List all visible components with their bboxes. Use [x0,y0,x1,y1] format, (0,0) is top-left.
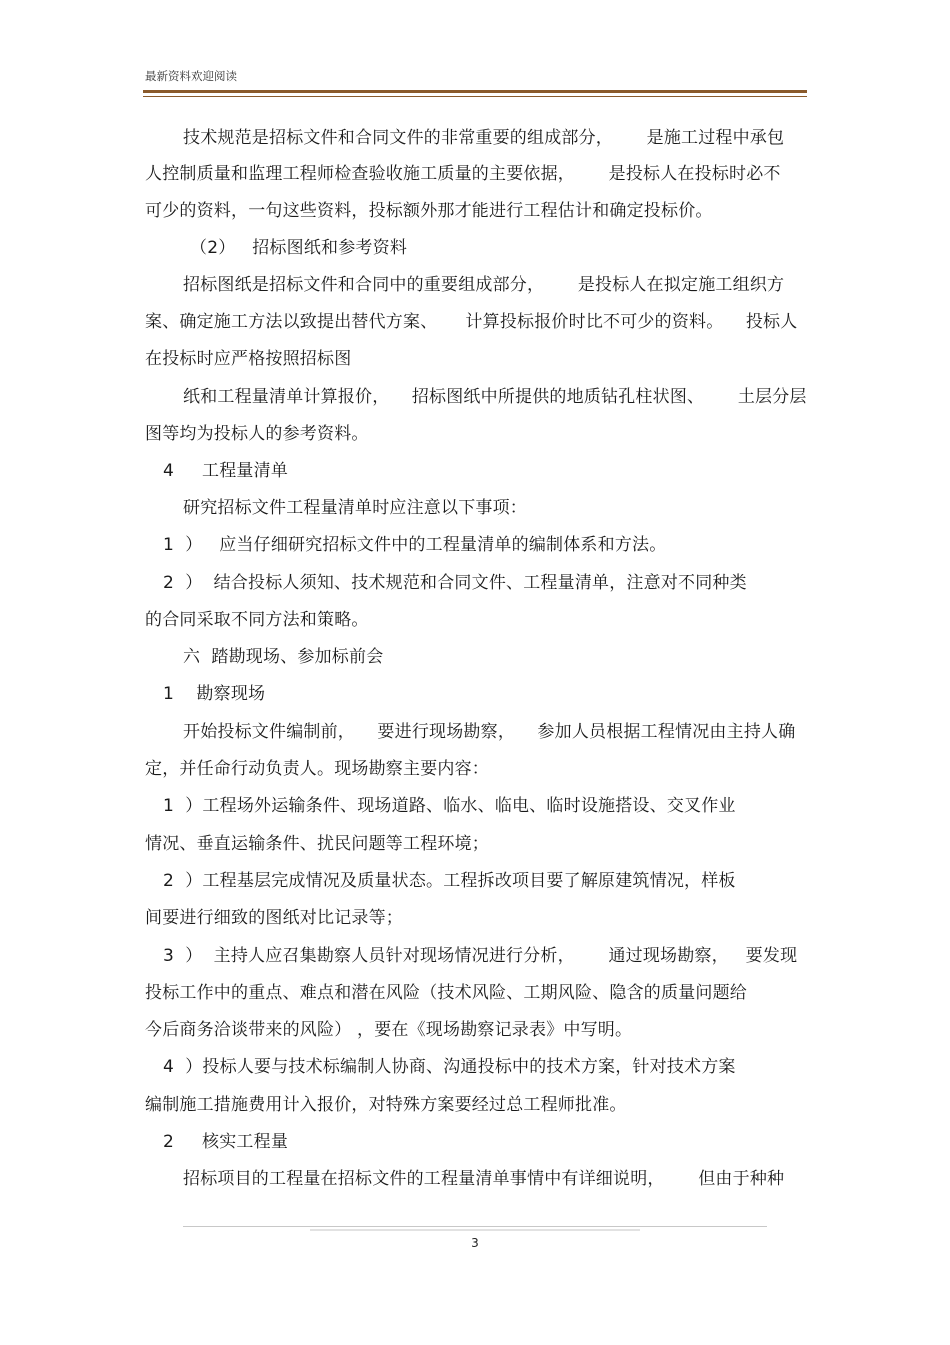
text-line: 可少的资料，一句这些资料，投标额外那才能进行工程估计和确定投标价。 [145,201,713,221]
text-line: 投标工作中的重点、难点和潜在风险（技术风险、工期风险、隐含的质量问题给 [145,983,747,1003]
text-line: 2 核实工程量 [163,1132,289,1152]
text-line: 4 工程量清单 [163,461,289,481]
text-line: 1 ）工程场外运输条件、现场道路、临水、临电、临时设施搭设、交叉作业 [163,796,736,816]
text-line: 今后商务洽谈带来的风险） ，要在《现场勘察记录表》中写明。 [145,1020,633,1040]
header-rule-thin [143,96,807,97]
text-line: 六 踏勘现场、参加标前会 [183,647,384,667]
footer-rule [183,1226,767,1227]
text-line: 开始投标文件编制前， 要进行现场勘察， 参加人员根据工程情况由主持人确 [183,722,796,742]
text-line: 技术规范是招标文件和合同文件的非常重要的组成部分， 是施工过程中承包 [183,128,785,148]
text-line: 编制施工措施费用计入报价，对特殊方案要经过总工程师批准。 [145,1095,627,1115]
text-line: 1 ） 应当仔细研究招标文件中的工程量清单的编制体系和方法。 [163,535,667,555]
text-line: 研究招标文件工程量清单时应注意以下事项： [183,498,527,518]
text-line: 2 ） 结合投标人须知、技术规范和合同文件、工程量清单，注意对不同种类 [163,573,747,593]
text-line: 案、确定施工方法以致提出替代方案、 计算投标报价时比不可少的资料。 投标人 [145,312,798,332]
text-line: （2） 招标图纸和参考资料 [190,238,408,258]
text-line: 4 ）投标人要与技术标编制人协商、沟通投标中的技术方案，针对技术方案 [163,1057,736,1077]
text-line: 纸和工程量清单计算报价， 招标图纸中所提供的地质钻孔柱状图、 土层分层 [183,387,807,407]
text-line: 图等均为投标人的参考资料。 [145,424,369,444]
page-number: 3 [471,1236,479,1250]
text-line: 间要进行细致的图纸对比记录等； [145,908,403,928]
text-line: 3 ） 主持人应召集勘察人员针对现场情况进行分析， 通过现场勘察， 要发现 [163,946,798,966]
text-line: 在投标时应严格按照招标图 [145,349,352,369]
text-line: 招标项目的工程量在招标文件的工程量清单事情中有详细说明， 但由于种种 [183,1169,785,1189]
text-line: 1 勘察现场 [163,684,266,704]
text-line: 招标图纸是招标文件和合同中的重要组成部分， 是投标人在拟定施工组织方 [183,275,785,295]
header-rule-thick [143,90,807,93]
text-line: 的合同采取不同方法和策略。 [145,610,369,630]
footer-rule-shadow [310,1229,640,1231]
text-line: 2 ）工程基层完成情况及质量状态。工程拆改项目要了解原建筑情况，样板 [163,871,736,891]
text-line: 情况、垂直运输条件、扰民问题等工程环境； [145,834,489,854]
text-line: 定，并任命行动负责人。现场勘察主要内容： [145,759,489,779]
header-title: 最新资料欢迎阅读 [145,69,237,83]
text-line: 人控制质量和监理工程师检查验收施工质量的主要依据， 是投标人在投标时必不 [145,164,781,184]
